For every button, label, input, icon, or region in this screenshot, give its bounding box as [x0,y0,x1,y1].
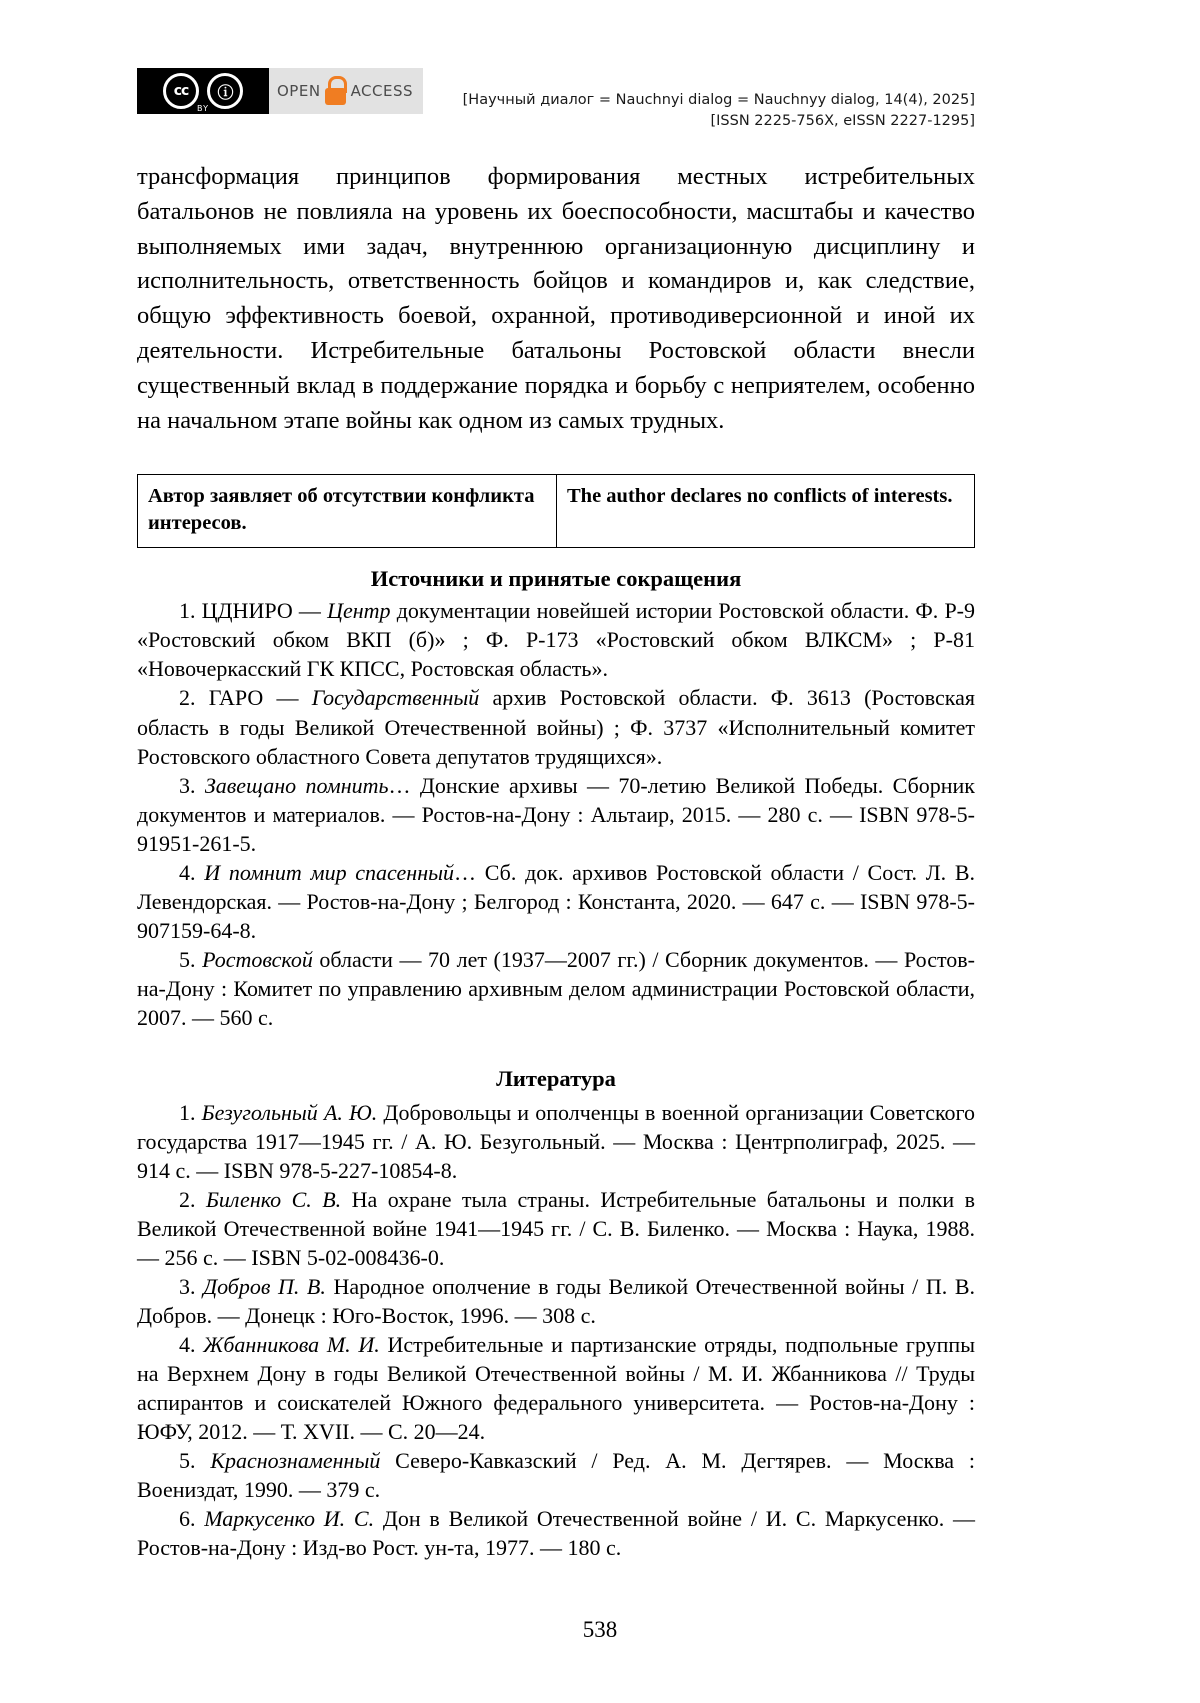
source-item: 5. Ростовской области — 70 лет (1937—2007 гг.) / Сборник документов. — Ростов-на-Дону : Комитет по управлению архивным делом администрации Ростовской области, 2007. — 560 с. [137,946,976,1030]
open-access-badge [137,68,423,114]
page-header [137,68,975,132]
literature-item: 6. Маркусенко И. С. Дон в Великой Отечественной войне / И. С. Маркусенко. — Ростов-на-Дону : Изд-во Рост. ун-та, 1977. — 180 с. [137,1506,975,1561]
literature-item: 1. Безугольный А. Ю. Добровольцы и ополченцы в военной организации Советского государства 1917—1945 гг. / А. Ю. Безугольный. — Москва : Центрполиграф, 2025. — 914 с. — ISBN 978-5-227-10854-8. [137,1099,976,1183]
open-lock-icon [325,76,347,106]
cc-by-label: BY [197,104,209,113]
conflict-statement-en: The author declares no conflicts of interests. [567,485,953,508]
source-item: 2. ГАРО — Государственный архив Ростовской области. Ф. 3613 (Ростовская область в годы Великой Отечественной войны) ; Ф. 3737 «Исполнительный комитет Ростовского областного Совета депутатов трудящихся». [137,685,976,769]
cc-by-person-icon: ⓘ [207,73,243,109]
journal-issn-line: [ISSN 2225-756X, eISSN 2227-1295] [710,113,975,130]
cc-icon: cc [163,73,199,109]
journal-info [463,68,975,132]
journal-title-line: [Научный диалог = Nauchnyi dialog = Nauchnyy dialog, 14(4), 2025] [462,92,975,108]
literature-heading: Литература [496,1065,616,1091]
sources-list [137,596,975,1031]
page-content [137,68,975,1562]
source-item: 3. Завещано помнить… Донские архивы — 70-летию Великой Победы. Сборник документов и материалов. — Ростов-на-Дону : Альтаир, 2015. — 280 с. — ISBN 978-5-91951-261-5. [137,772,976,856]
conflict-of-interest-table [137,474,975,548]
source-item: 1. ЦДНИРО — Центр документации новейшей истории Ростовской области. Ф. Р-9 «Ростовский обком ВКП (б)» ; Ф. Р-173 «Ростовский обком ВЛКСМ» ; Р-81 «Новочеркасский ГК КПСС, Ростовская область». [137,598,976,682]
literature-list [137,1098,975,1563]
open-label: OPEN [277,82,321,100]
open-access-label [269,68,423,114]
sources-heading: Источники и принятые сокращения [370,566,742,592]
literature-item: 5. Краснознаменный Северо-Кавказский / Ред. А. М. Дегтярев. — Москва : Воениздат, 1990. — 379 с. [137,1448,975,1503]
source-item: 4. И помнит мир спасенный… Сб. док. архивов Ростовской области / Сост. Л. В. Левендорская. — Ростов-на-Дону ; Белгород : Константа, 2020. — 647 с. — ISBN 978-5-907159-64-8. [137,859,976,943]
creative-commons-mark [137,68,269,114]
access-label: ACCESS [350,82,414,100]
body-paragraph: трансформация принципов формирования местных истребительных батальонов не повлияла на уровень их боеспособности, масштабы и качество выполняемых ими задач, внутреннюю организационную дисциплину и исполнительность, ответственность бойцов и командиров и, как следствие, общую эффективность боевой, охранной, противодиверсионной и иной их деятельности. Истребительные батальоны Ростовской области внесли существенный вклад в поддержание порядка и борьбу с неприятелем, особенно на начальном этапе войны как одном из самых трудных. [137,163,975,434]
page-number: 538 [582,1617,618,1642]
conflict-statement-ru: Автор заявляет об отсутствии конфликта интересов. [138,475,557,547]
literature-item: 2. Биленко С. В. На охране тыла страны. Истребительные батальоны и полки в Великой Отечественной войне 1941—1945 гг. / С. В. Биленко. — Москва : Наука, 1988. — 256 с. — ISBN 5-02-008436-0. [137,1186,975,1270]
literature-item: 4. Жбанникова М. И. Истребительные и партизанские отряды, подпольные группы на Верхнем Дону в годы Великой Отечественной войны / М. И. Жбанникова // Труды аспирантов и соискателей Южного федерального университета. — Ростов-на-Дону : ЮФУ, 2012. — Т. XVII. — С. 20—24. [137,1332,975,1445]
body-paragraph-block [137,160,975,438]
literature-item: 3. Добров П. В. Народное ополчение в годы Великой Отечественной войны / П. В. Добров. — Донецк : Юго-Восток, 1996. — 308 с. [137,1274,976,1329]
